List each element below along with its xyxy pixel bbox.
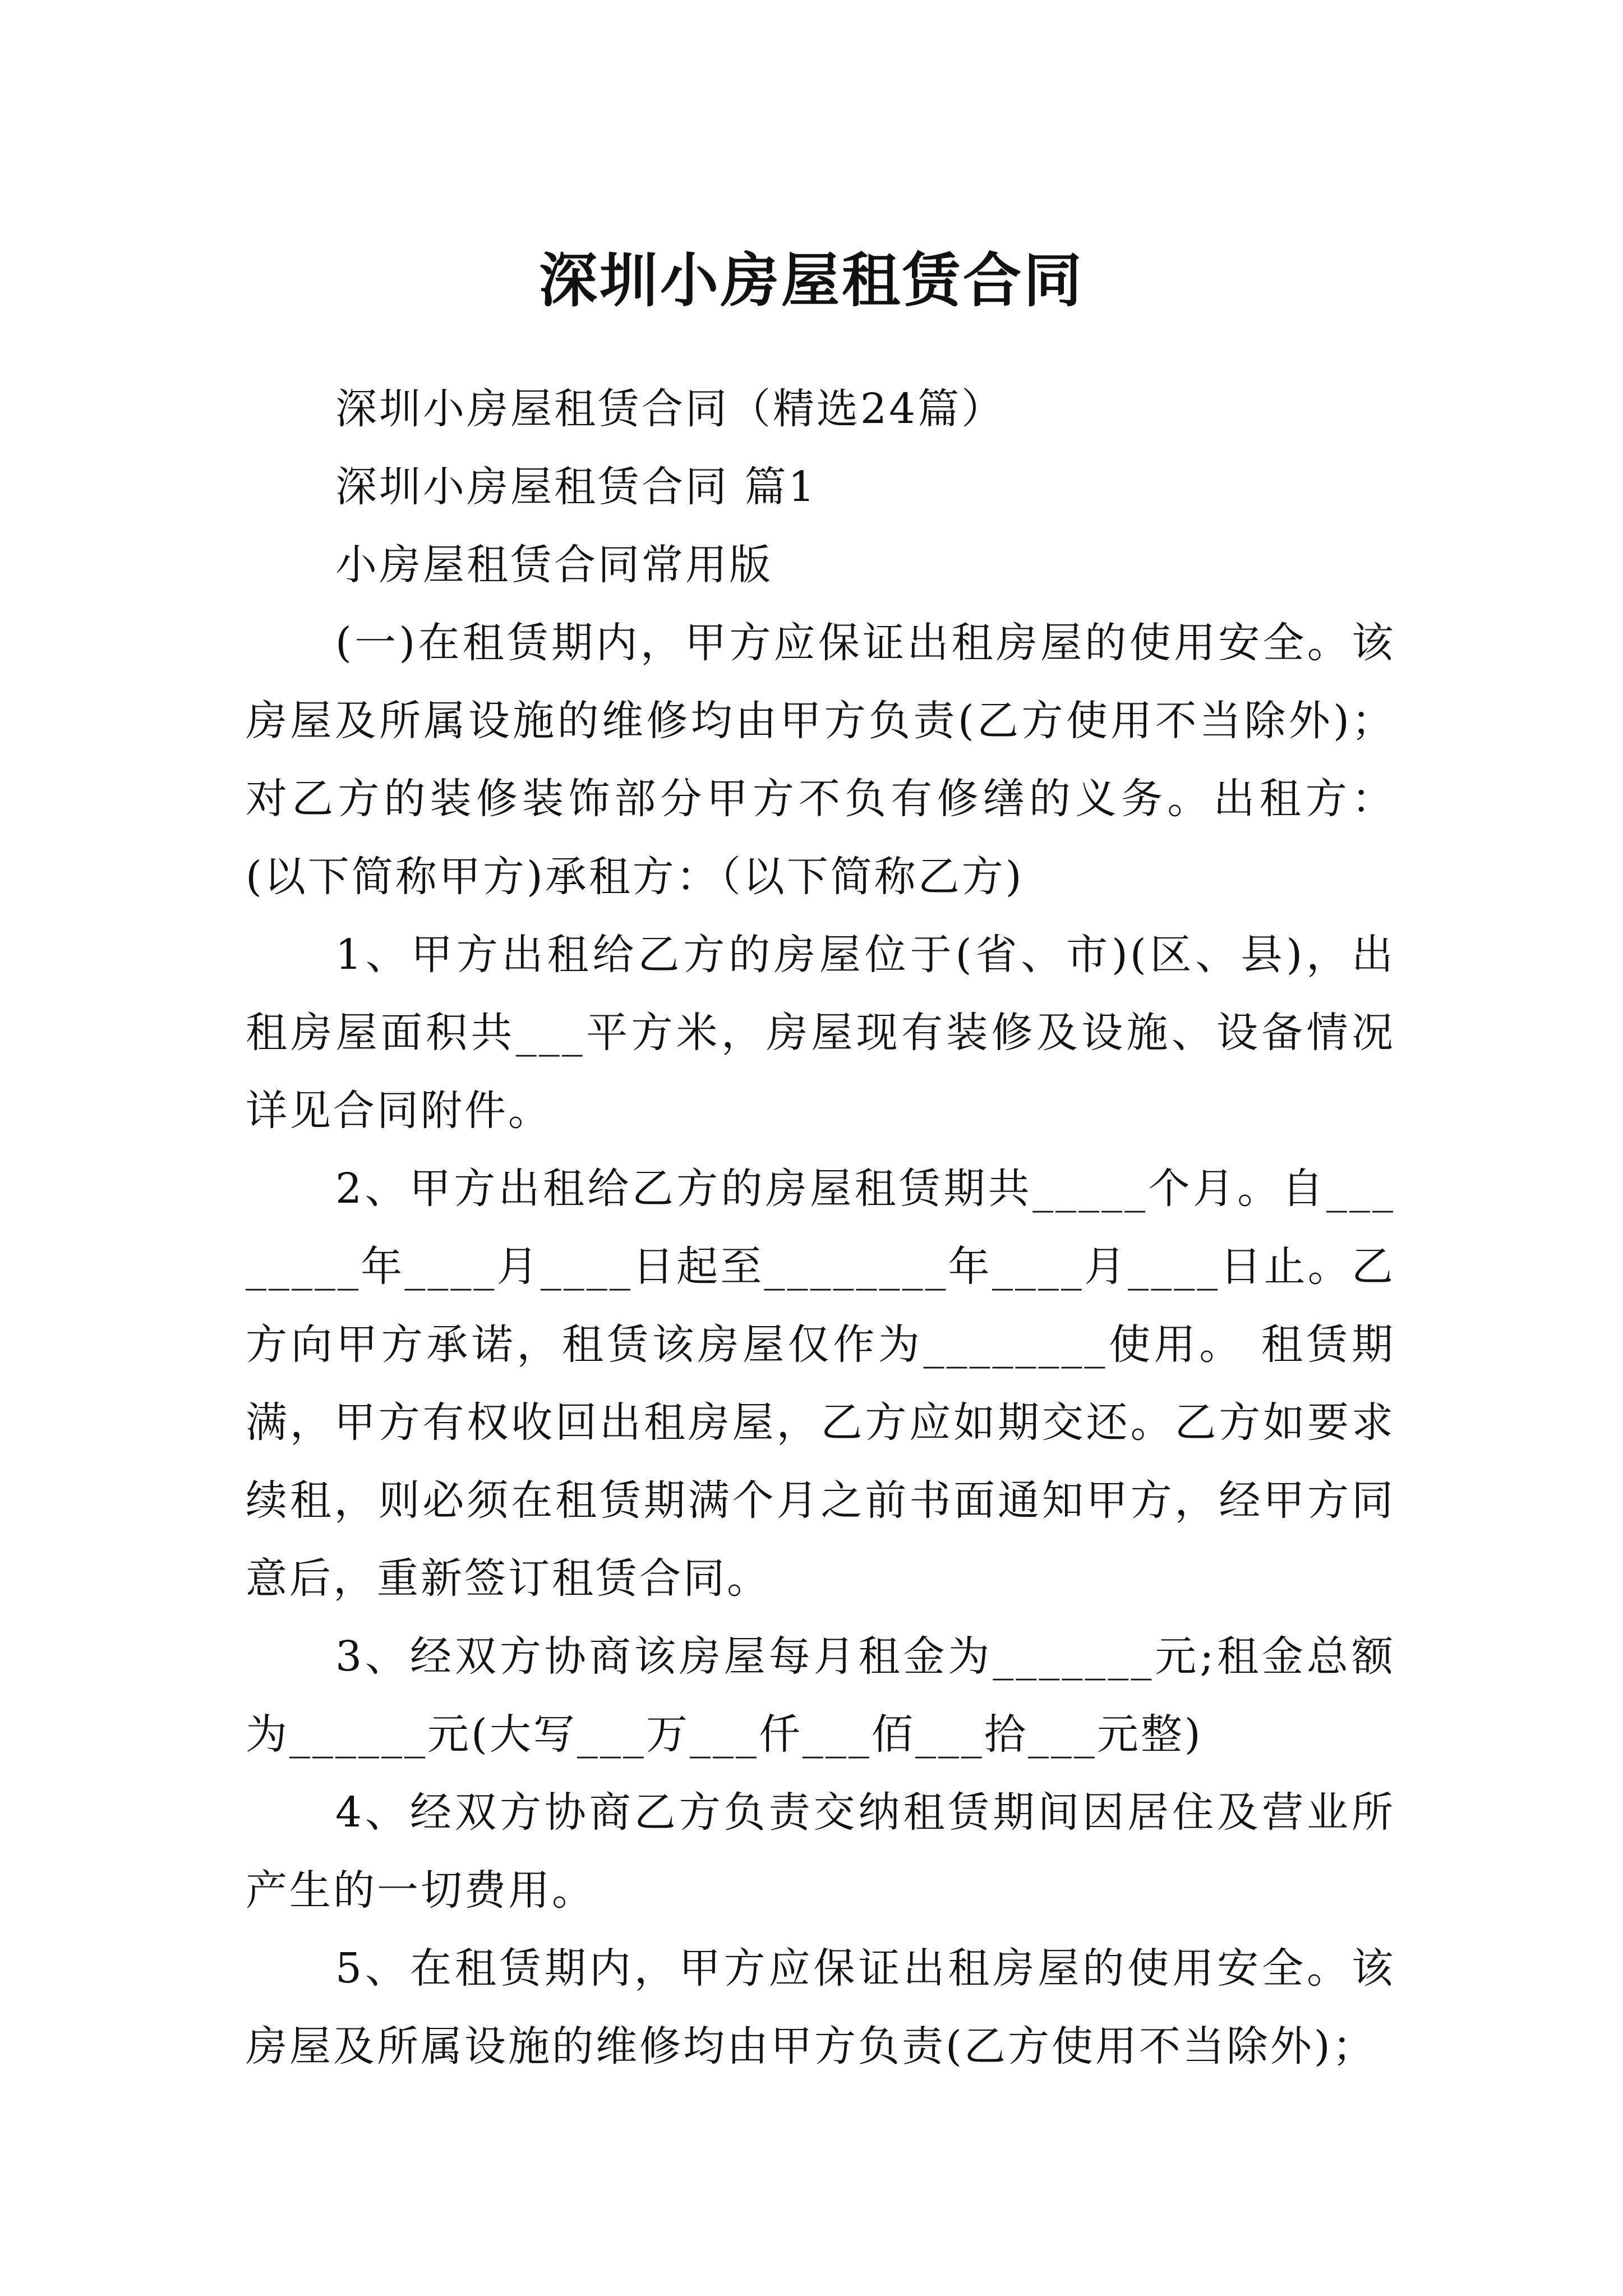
- paragraph-section-heading: 深圳小房屋租赁合同 篇1: [335, 463, 817, 511]
- paragraph-clause-2: 2、甲方出租给乙方的房屋租赁期共_____个月。自________年____月____日起至________年____月____日止。乙方向甲方承诺，租赁该房屋仅作为________使用。 租赁期满，甲方有权收回出租房屋，乙方应如期交还。乙方如要求续租，则必须在租赁期满个月之前书面通知甲方，经甲方同意后，重新签订租赁合同。: [246, 1165, 1395, 1603]
- paragraph-clause-intro: (一)在租赁期内，甲方应保证出租房屋的使用安全。该房屋及所属设施的维修均由甲方负责(乙方使用不当除外)；对乙方的装修装饰部分甲方不负有修缮的义务。出租方：(以下简称甲方)承租方：（以下简称乙方): [246, 619, 1395, 901]
- paragraph-version-heading: 小房屋租赁合同常用版: [335, 541, 773, 589]
- paragraph-subtitle: 深圳小房屋租赁合同（精选24篇）: [335, 385, 1006, 433]
- paragraph-clause-4: 4、经双方协商乙方负责交纳租赁期间因居住及营业所产生的一切费用。: [246, 1788, 1395, 1915]
- document-title: 深圳小房屋租赁合同: [538, 245, 1084, 315]
- paragraph-clause-1: 1、甲方出租给乙方的房屋位于(省、市)(区、县)，出租房屋面积共___平方米，房屋现有装修及设施、设备情况详见合同附件。: [246, 931, 1395, 1135]
- paragraph-clause-5: 5、在租赁期内，甲方应保证出租房屋的使用安全。该房屋及所属设施的维修均由甲方负责(乙方使用不当除外)；: [246, 1944, 1395, 2070]
- document-body: [246, 370, 1395, 2086]
- paragraph-clause-3: 3、经双方协商该房屋每月租金为_______元;租金总额为______元(大写___万___仟___佰___拾___元整): [246, 1632, 1395, 1759]
